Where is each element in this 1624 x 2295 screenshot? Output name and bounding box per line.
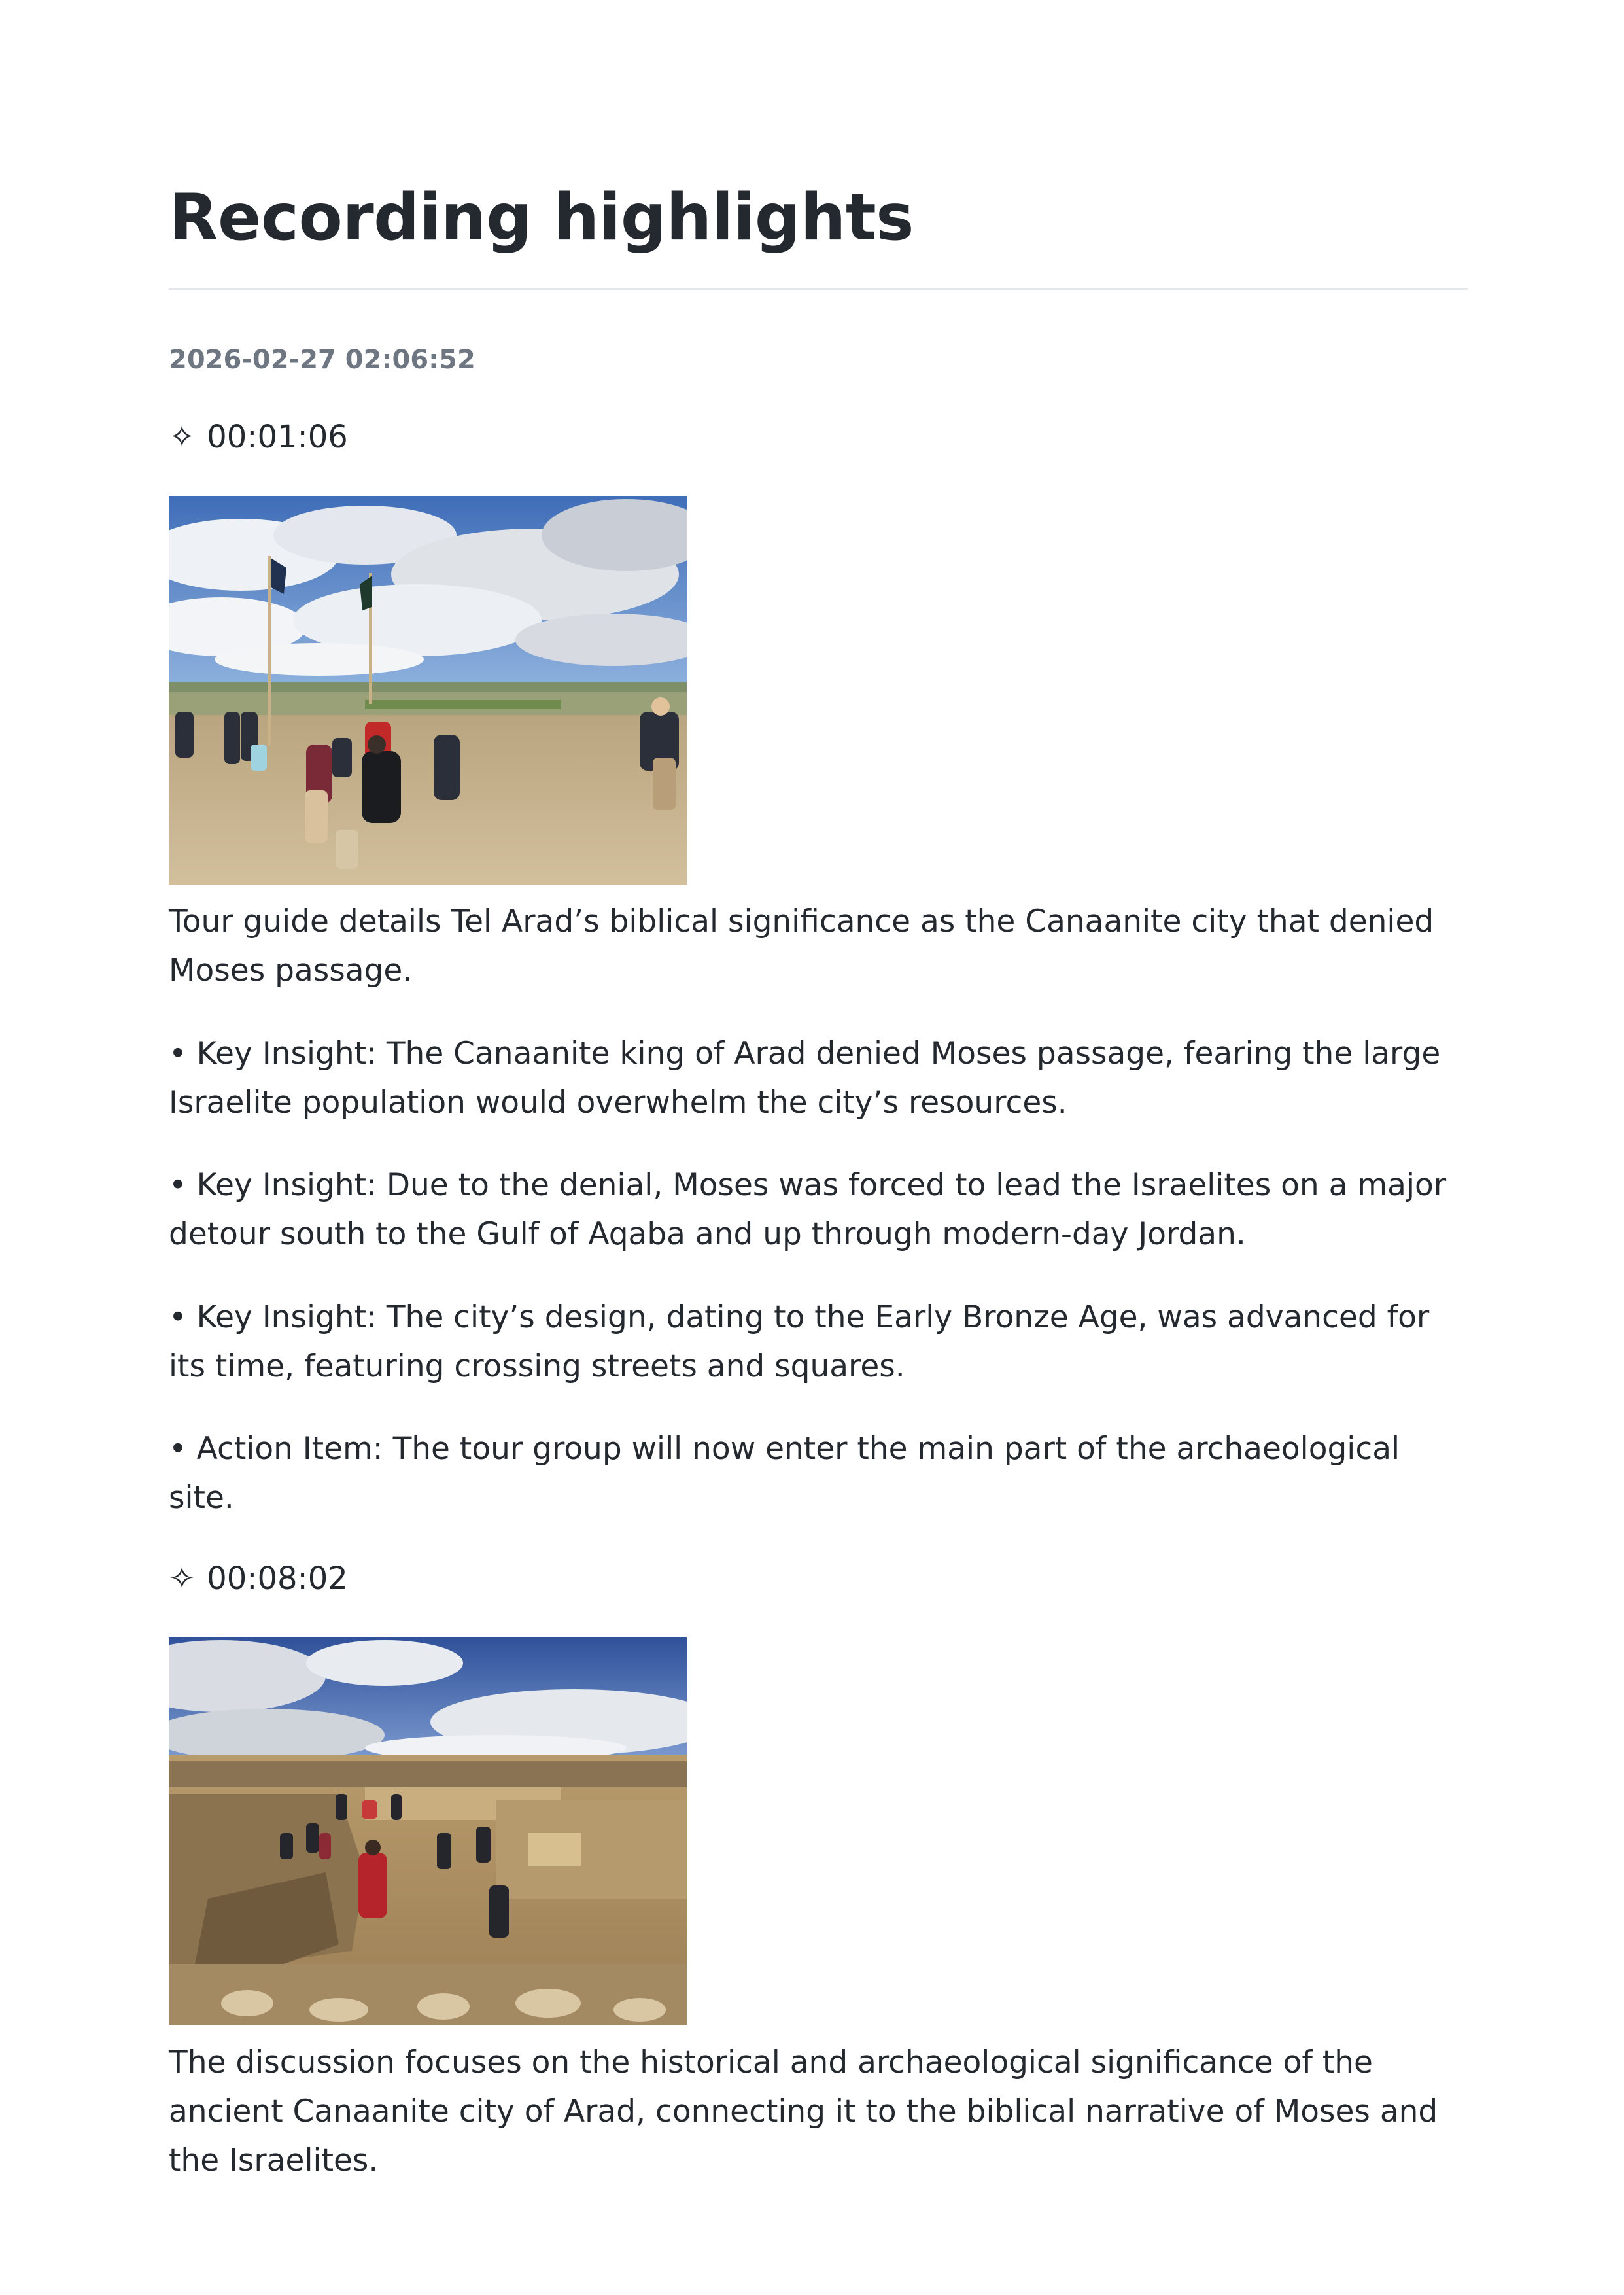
highlight-bullet: • Key Insight: The Canaanite king of Arad denied Moses passage, fearing the large Israelite population would overwhelm the city’s resources. [169,1036,1441,1121]
highlight-timestamp [169,414,348,460]
highlight-summary: The discussion focuses on the historical and archaeological significance of the ancient Canaanite city of Arad, connecting it to the biblical narrative of Moses and the Israelites. [169,2044,1438,2179]
highlight-bullet: • Key Insight: The city’s design, dating to the Early Bronze Age, was advanced for its time, featuring crossing streets and squares. [169,1299,1430,1384]
title-divider [169,288,1468,290]
highlight-timestamp [169,1556,348,1602]
timestamp-value: 00:08:02 [207,1560,348,1597]
highlight-photo [169,1637,687,2025]
sparkle-icon: ✧ [169,419,196,455]
highlight-bullet: • Action Item: The tour group will now enter the main part of the archaeological site. [169,1431,1400,1516]
highlight-summary: Tour guide details Tel Arad’s biblical significance as the Canaanite city that denied Moses passage. [169,903,1434,989]
page-title: Recording highlights [169,181,914,255]
highlight-photo [169,496,687,885]
highlight-bullet: • Key Insight: Due to the denial, Moses was forced to lead the Israelites on a major detour south to the Gulf of Aqaba and up through modern-day Jordan. [169,1167,1447,1252]
recording-date: 2026-02-27 02:06:52 [169,345,475,375]
sparkle-icon: ✧ [169,1560,196,1597]
timestamp-value: 00:01:06 [207,419,348,455]
